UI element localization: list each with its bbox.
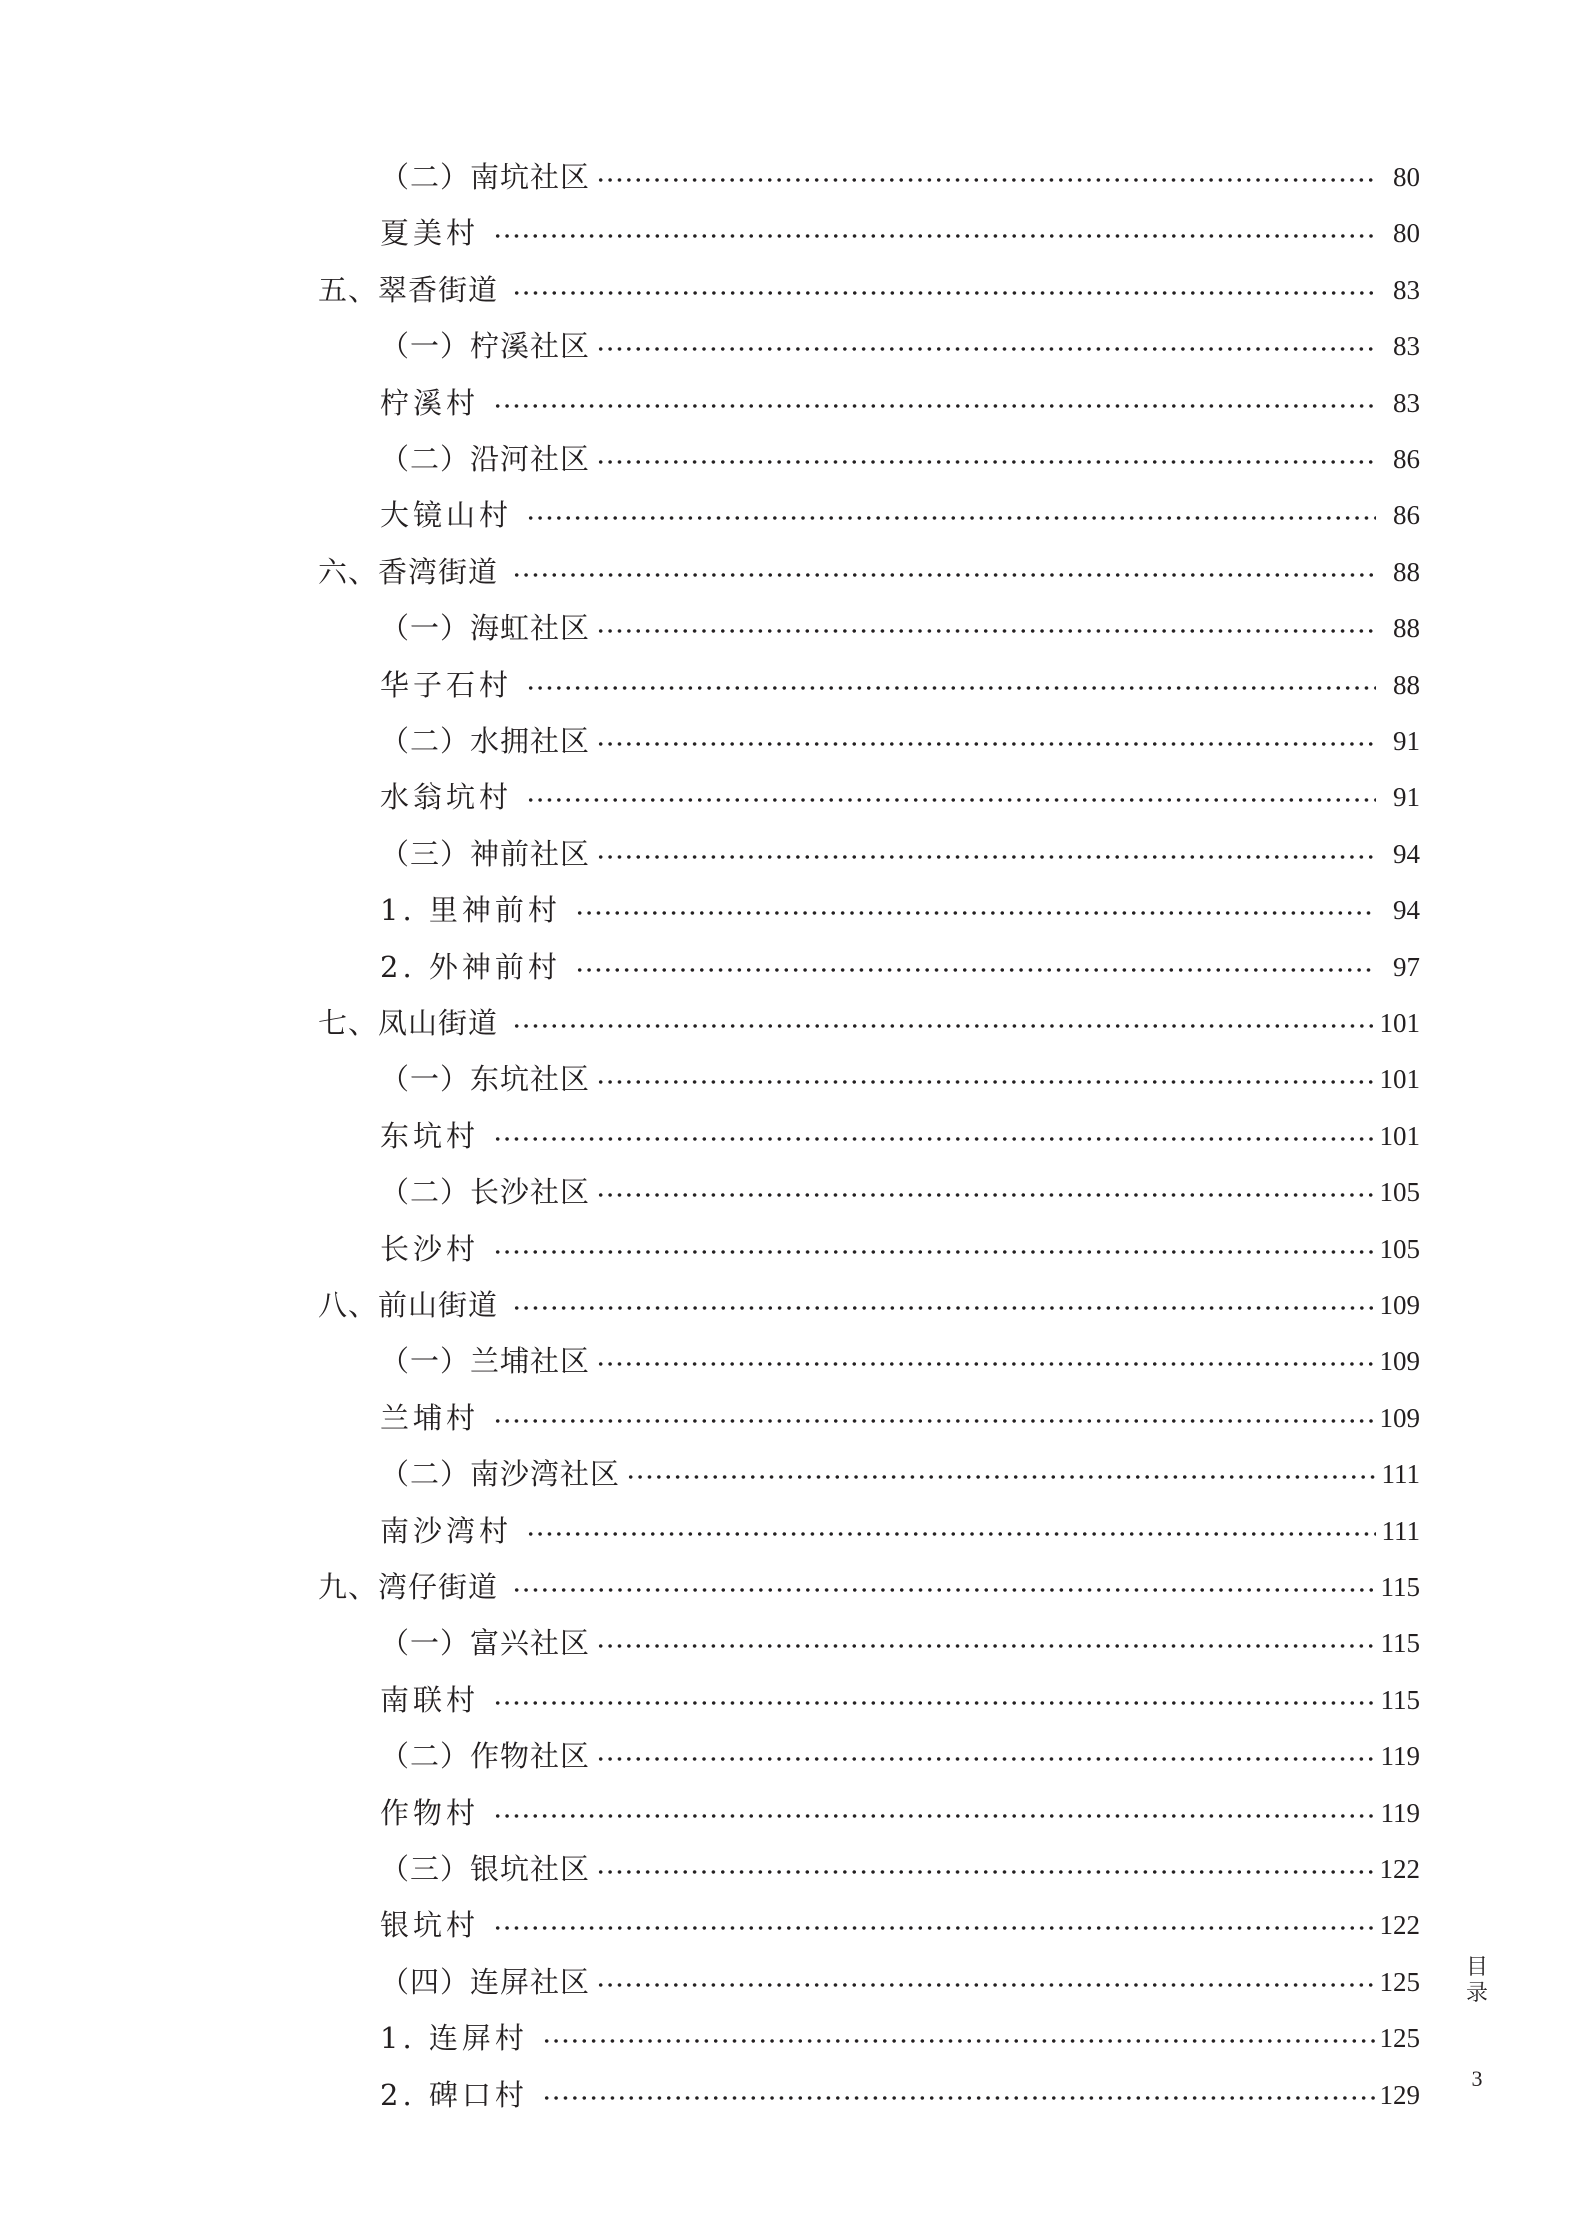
toc-entry-title: （四）连屏社区 — [380, 1964, 591, 1999]
toc-entry-title: 2. 碑口村 — [380, 2077, 528, 2112]
toc-entry[interactable] — [380, 885, 1420, 935]
toc-entry[interactable] — [318, 998, 1420, 1048]
toc-entry[interactable] — [380, 1788, 1420, 1838]
toc-entry-page-number: 109 — [1379, 1346, 1420, 1377]
toc-entry-page-number: 111 — [1381, 1459, 1420, 1490]
dot-leader — [512, 1023, 1375, 1029]
toc-entry-title: （一）柠溪社区 — [380, 329, 591, 364]
dot-leader — [512, 1305, 1375, 1311]
toc-entry-title: （一）东坑社区 — [380, 1062, 591, 1097]
toc-entry-title: （一）海虹社区 — [380, 611, 591, 646]
toc-entry[interactable] — [380, 772, 1420, 822]
dot-leader — [526, 797, 1376, 803]
dot-leader — [596, 1192, 1375, 1198]
dot-leader — [596, 1869, 1375, 1875]
toc-entry[interactable] — [318, 265, 1420, 315]
toc-entry-title: （三）银坑社区 — [380, 1852, 591, 1886]
toc-entry[interactable] — [380, 434, 1420, 484]
toc-entry-title: （二）南沙湾社区 — [380, 1457, 621, 1492]
dot-leader — [542, 2095, 1376, 2101]
toc-entry-page-number: 80 — [1393, 162, 1420, 192]
toc-entry-page-number: 86 — [1393, 444, 1420, 474]
toc-entry-page-number: 105 — [1379, 1177, 1420, 1208]
toc-entry-page-number: 83 — [1393, 274, 1420, 305]
dot-leader — [526, 515, 1376, 521]
dot-leader — [512, 572, 1376, 578]
dot-leader — [596, 1643, 1376, 1649]
toc-entry[interactable] — [380, 1844, 1420, 1894]
toc-entry[interactable] — [380, 1393, 1420, 1443]
dot-leader — [493, 1813, 1376, 1819]
toc-entry-page-number: 115 — [1380, 1628, 1420, 1659]
toc-entry-page-number: 119 — [1380, 1741, 1420, 1772]
toc-entry-page-number: 94 — [1393, 838, 1420, 869]
dot-leader — [596, 741, 1376, 747]
dot-leader — [493, 403, 1376, 409]
toc-entry[interactable] — [380, 2013, 1420, 2063]
toc-entry-title: （三）神前社区 — [380, 836, 591, 871]
dot-leader — [512, 1587, 1376, 1593]
dot-leader — [596, 854, 1376, 860]
dot-leader — [575, 967, 1376, 973]
toc-entry-title: 银坑村 — [380, 1908, 480, 1943]
toc-entry[interactable] — [380, 378, 1420, 428]
toc-entry-title: （一）兰埔社区 — [380, 1344, 591, 1379]
toc-entry[interactable] — [380, 1054, 1420, 1104]
toc-entry-page-number: 111 — [1381, 1515, 1420, 1546]
toc-entry-page-number: 129 — [1379, 2079, 1420, 2110]
toc-entry-title: 兰埔村 — [380, 1400, 480, 1435]
toc-entry-title: 南沙湾村 — [380, 1513, 513, 1548]
toc-entry-title: 五、翠香街道 — [318, 272, 499, 307]
toc-entry-page-number: 86 — [1393, 500, 1420, 531]
toc-entry-page-number: 105 — [1379, 1233, 1420, 1264]
toc-entry-page-number: 101 — [1379, 1120, 1420, 1151]
toc-entry-page-number: 122 — [1379, 1910, 1420, 1941]
toc-entry-title: （二）长沙社区 — [380, 1175, 591, 1210]
dot-leader — [512, 290, 1376, 296]
dot-leader — [596, 1361, 1375, 1367]
toc-entry-page-number: 125 — [1379, 2023, 1420, 2054]
toc-entry[interactable] — [380, 716, 1420, 766]
dot-leader — [596, 346, 1376, 352]
toc-entry[interactable] — [380, 2070, 1420, 2120]
toc-entry-page-number: 94 — [1393, 895, 1420, 926]
toc-entry-title: 南联村 — [380, 1682, 480, 1717]
toc-entry-page-number: 83 — [1393, 331, 1420, 362]
toc-entry[interactable] — [380, 321, 1420, 371]
dot-leader — [596, 1756, 1376, 1762]
toc-entry[interactable] — [380, 660, 1420, 710]
toc-entry-page-number: 122 — [1379, 1854, 1420, 1884]
page-number: 3 — [1471, 2066, 1483, 2091]
toc-entry[interactable] — [380, 1336, 1420, 1386]
running-header-contents — [1462, 1955, 1492, 2007]
running-header-char: 目 — [1465, 1955, 1488, 1980]
toc-entry-page-number: 88 — [1393, 556, 1420, 587]
toc-entry-title: 长沙村 — [380, 1231, 480, 1266]
toc-entry-title: （一）富兴社区 — [380, 1626, 591, 1661]
toc-entry-title: 水翁坑村 — [380, 780, 513, 815]
toc-entry-title: 2. 外神前村 — [380, 949, 561, 984]
toc-entry-title: （二）水拥社区 — [380, 724, 591, 758]
toc-entry[interactable] — [380, 1675, 1420, 1725]
toc-entry[interactable] — [380, 603, 1420, 653]
toc-entry-title: 作物村 — [380, 1795, 480, 1830]
running-header-char: 录 — [1465, 1981, 1488, 2006]
toc-entry[interactable] — [318, 547, 1420, 597]
toc-entry[interactable] — [380, 942, 1420, 992]
dot-leader — [575, 910, 1376, 916]
dot-leader — [542, 2038, 1376, 2044]
toc-entry-title: 柠溪村 — [380, 385, 480, 420]
toc-entry-page-number: 91 — [1393, 726, 1420, 756]
toc-entry-title: 六、香湾街道 — [318, 554, 499, 589]
toc-entry-page-number: 125 — [1379, 1966, 1420, 1997]
toc-entry-title: 1. 连屏村 — [380, 2021, 528, 2056]
toc-entry-page-number: 109 — [1379, 1402, 1420, 1433]
toc-entry[interactable] — [380, 1111, 1420, 1161]
toc-entry[interactable] — [380, 829, 1420, 879]
toc-entry[interactable] — [380, 1618, 1420, 1668]
dot-leader — [493, 1418, 1375, 1424]
dot-leader — [493, 1136, 1375, 1142]
toc-entry[interactable] — [380, 1449, 1420, 1499]
toc-entry-page-number: 115 — [1380, 1572, 1420, 1602]
toc-entry-title: 大镜山村 — [380, 498, 513, 533]
toc-entry-page-number: 80 — [1393, 218, 1420, 249]
dot-leader — [526, 1531, 1376, 1537]
toc-entry-page-number: 101 — [1379, 1008, 1420, 1038]
dot-leader — [493, 233, 1376, 239]
toc-entry-title: 八、前山街道 — [318, 1288, 499, 1322]
dot-leader — [493, 1249, 1375, 1255]
toc-entry-page-number: 101 — [1379, 1064, 1420, 1095]
toc-entry-title: 七、凤山街道 — [318, 1006, 499, 1040]
toc-entry-page-number: 91 — [1393, 782, 1420, 813]
dot-leader — [596, 177, 1376, 183]
toc-entry-page-number: 83 — [1393, 387, 1420, 418]
toc-entry[interactable] — [380, 208, 1420, 258]
toc-entry-page-number: 119 — [1380, 1797, 1420, 1828]
toc-entry[interactable] — [380, 1167, 1420, 1217]
toc-entry-title: 1. 里神前村 — [380, 893, 561, 928]
toc-entry[interactable] — [380, 1957, 1420, 2007]
toc-entry-page-number: 88 — [1393, 669, 1420, 700]
dot-leader — [596, 1079, 1375, 1085]
dot-leader — [493, 1700, 1376, 1706]
toc-entry-page-number: 97 — [1393, 951, 1420, 982]
toc-entry[interactable] — [380, 1900, 1420, 1950]
dot-leader — [596, 459, 1376, 465]
toc-entry-title: 东坑村 — [380, 1118, 480, 1153]
toc-entry-title: （二）作物社区 — [380, 1739, 591, 1774]
toc-entry[interactable] — [380, 490, 1420, 540]
toc-entry[interactable] — [380, 1506, 1420, 1556]
toc-entry-page-number: 109 — [1379, 1290, 1420, 1320]
toc-entry-page-number: 88 — [1393, 613, 1420, 644]
toc-entry-title: （二）沿河社区 — [380, 442, 591, 476]
toc-entry-title: 华子石村 — [380, 667, 513, 702]
toc-entry[interactable] — [380, 1731, 1420, 1781]
toc-entry-title: （二）南坑社区 — [380, 160, 591, 194]
dot-leader — [526, 685, 1376, 691]
dot-leader — [493, 1925, 1375, 1931]
toc-entry[interactable] — [380, 152, 1420, 202]
dot-leader — [596, 628, 1376, 634]
dot-leader — [626, 1474, 1376, 1480]
toc-entry[interactable] — [318, 1280, 1420, 1330]
dot-leader — [596, 1982, 1375, 1988]
toc-entry-page-number: 115 — [1380, 1684, 1420, 1715]
toc-entry[interactable] — [318, 1562, 1420, 1612]
toc-entry-title: 夏美村 — [380, 216, 480, 251]
toc-entry-title: 九、湾仔街道 — [318, 1570, 499, 1604]
toc-entry[interactable] — [380, 1224, 1420, 1274]
